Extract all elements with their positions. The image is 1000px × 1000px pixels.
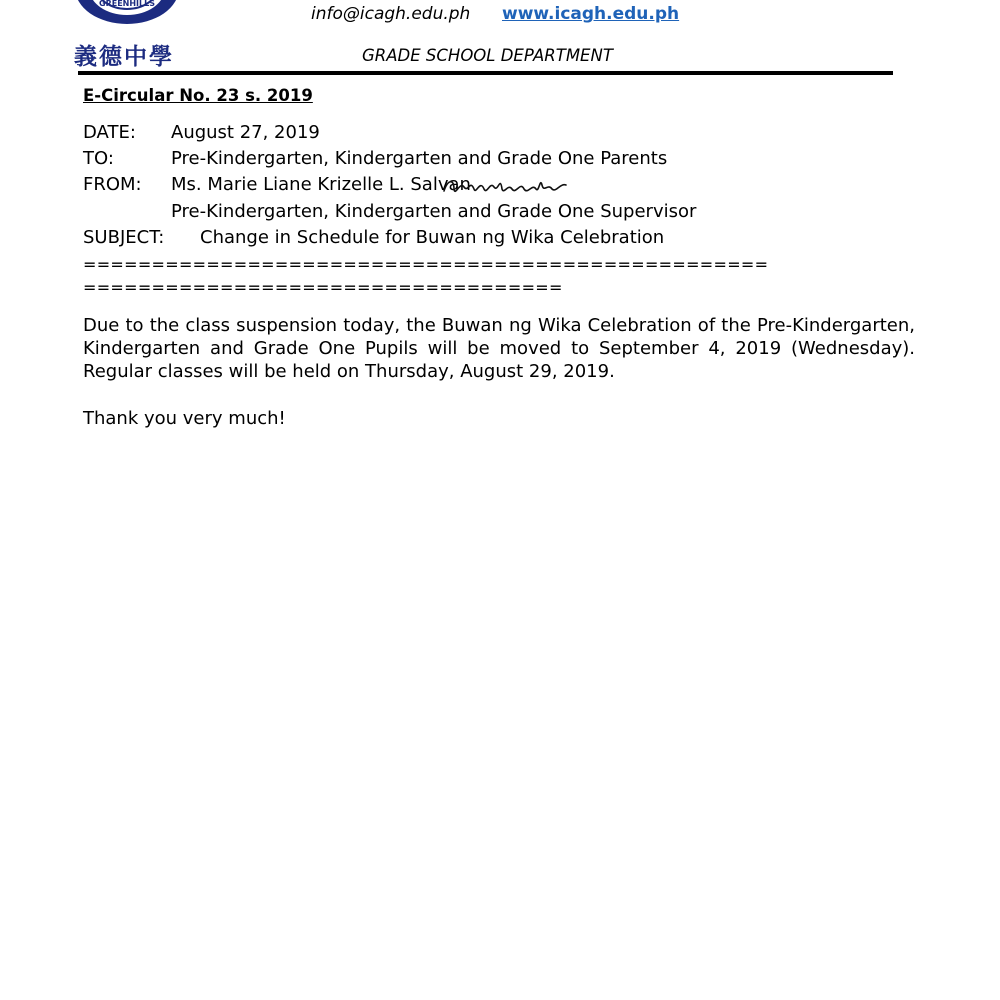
closing-line: Thank you very much! bbox=[83, 408, 286, 429]
to-label: TO: bbox=[83, 148, 114, 169]
school-email: info@icagh.edu.ph bbox=[311, 4, 471, 24]
subject-value: Change in Schedule for Buwan ng Wika Celebration bbox=[200, 227, 665, 248]
separator-line: ================================================== bbox=[83, 255, 769, 274]
signature bbox=[440, 171, 572, 201]
department-name: GRADE SCHOOL DEPARTMENT bbox=[362, 46, 613, 65]
date-value: August 27, 2019 bbox=[171, 122, 320, 143]
to-value: Pre-Kindergarten, Kindergarten and Grade One Parents bbox=[171, 148, 668, 169]
circular-number: E-Circular No. 23 s. 2019 bbox=[83, 86, 313, 105]
header-divider bbox=[78, 71, 893, 75]
from-label: FROM: bbox=[83, 174, 142, 195]
circular-body: Due to the class suspension today, the Buwan ng Wika Celebration of the Pre-Kindergarten, Kindergarten and Grade One Pupils will be moved to September 4, 2019 (Wednesday). Regular classes will be held on Thursday, August 29, 2019. bbox=[83, 315, 915, 382]
school-website-link[interactable]: www.icagh.edu.ph bbox=[502, 4, 680, 24]
school-logo bbox=[72, 0, 182, 26]
separator-line: =================================== bbox=[83, 278, 563, 297]
from-title: Pre-Kindergarten, Kindergarten and Grade One Supervisor bbox=[171, 201, 697, 222]
school-chinese-name: 義德中學 bbox=[74, 43, 174, 70]
logo-text: GREENHILLS bbox=[99, 0, 155, 8]
from-name: Ms. Marie Liane Krizelle L. Salvan bbox=[171, 174, 471, 195]
subject-label: SUBJECT: bbox=[83, 227, 165, 248]
date-label: DATE: bbox=[83, 122, 136, 143]
